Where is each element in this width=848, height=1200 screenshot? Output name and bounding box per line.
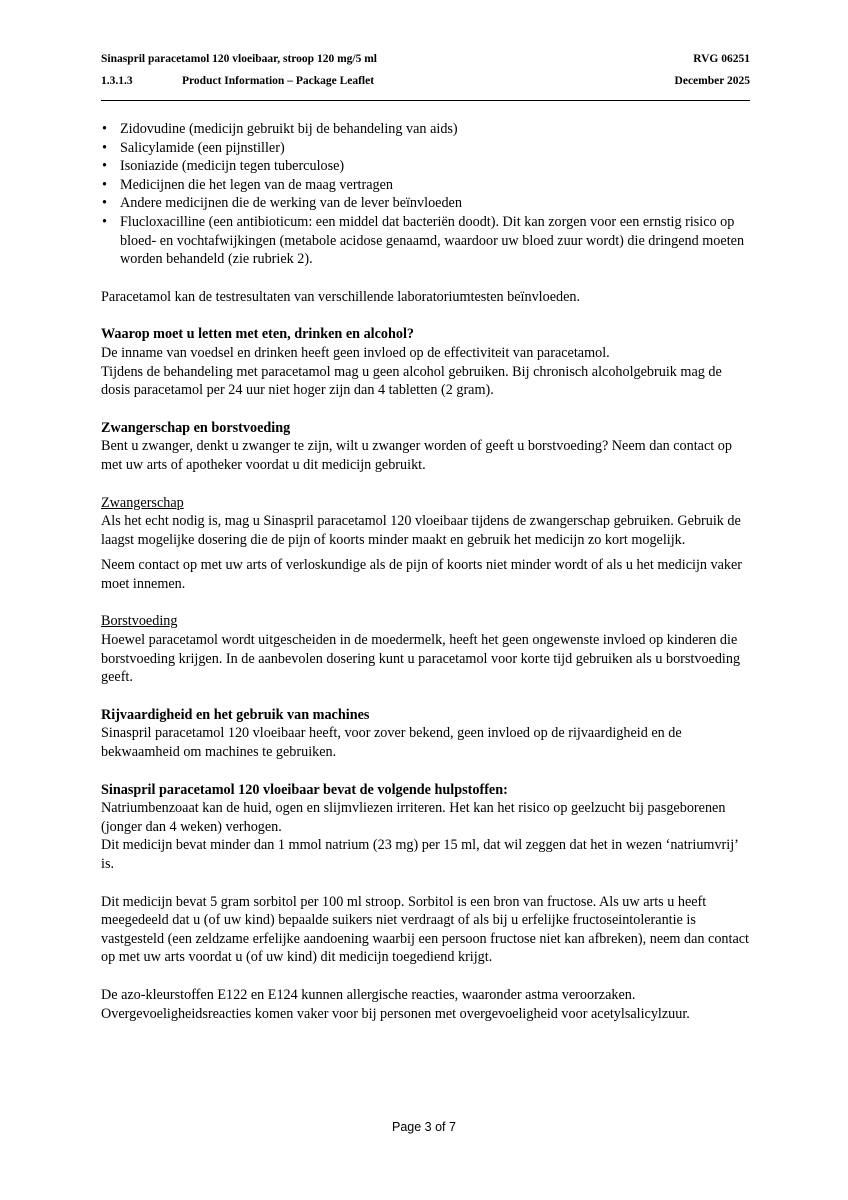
rvg-number: RVG 06251 <box>693 53 750 65</box>
list-item: • Andere medicijnen die de werking van de lever beïnvloeden <box>101 194 751 213</box>
header-divider <box>101 100 750 101</box>
list-item: • Isoniazide (medicijn tegen tuberculose) <box>101 157 751 176</box>
document-type: Product Information – Package Leaflet <box>182 75 375 87</box>
excipients-paragraph-1: Natriumbenzoaat kan de huid, ogen en slijmvliezen irriteren. Het kan het risico op geelzucht bij pasgeborenen (jonger dan 4 weken) verhogen. <box>101 800 726 835</box>
document-header <box>101 50 750 94</box>
leaflet-body <box>101 120 751 1023</box>
interaction-list <box>101 120 751 269</box>
sorbitol-paragraph: Dit medicijn bevat 5 gram sorbitol per 100 ml stroop. Sorbitol is een bron van fructose. Als uw arts u heeft meegedeeld dat u (of uw kind) bepaalde suikers niet verdraagt of als bij u erfelijke fructoseintolerantie is vastgesteld (een zeldzame erfelijke aandoening waarbij een persoon fructose niet kan afbreken), neem dan contact op met uw arts voordat u (of uw kind) dit medicijn toegediend krijgt. <box>101 893 749 966</box>
pregnancy-paragraph-1: Als het echt nodig is, mag u Sinaspril paracetamol 120 vloeibaar tijdens de zwangerschap gebruiken. Gebruik de laagst mogelijke dosering die de pijn of koorts minder maakt en gebruik het medicijn zo kort mogelijk. <box>101 513 741 548</box>
lab-tests-paragraph: Paracetamol kan de testresultaten van verschillende laboratoriumtesten beïnvloeden. <box>101 288 581 305</box>
pregnancy-subheading: Zwangerschap <box>101 494 184 511</box>
pregnancy-heading: Zwangerschap en borstvoeding <box>101 419 291 436</box>
pregnancy-paragraph-2: Neem contact op met uw arts of verloskundige als de pijn of koorts niet minder wordt of als u het medicijn vaker moet innemen. <box>101 557 743 592</box>
breastfeeding-subheading: Borstvoeding <box>101 613 178 630</box>
excipients-paragraph-2: Dit medicijn bevat minder dan 1 mmol natrium (23 mg) per 15 ml, dat wil zeggen dat het in wezen ‘natriumvrij’ is. <box>101 837 738 872</box>
food-paragraph-1: De inname van voedsel en drinken heeft geen invloed op de effectiviteit van paracetamol. <box>101 344 610 361</box>
excipients-heading: Sinaspril paracetamol 120 vloeibaar bevat de volgende hulpstoffen: <box>101 781 508 798</box>
page-number: Page 3 of 7 <box>392 1120 456 1134</box>
product-title: Sinaspril paracetamol 120 vloeibaar, stroop 120 mg/5 ml <box>101 53 377 65</box>
section-number: 1.3.1.3 <box>101 75 133 87</box>
list-item: • Salicylamide (een pijnstiller) <box>101 139 751 158</box>
list-item: • Medicijnen die het legen van de maag vertragen <box>101 176 751 195</box>
driving-paragraph: Sinaspril paracetamol 120 vloeibaar heeft, voor zover bekend, geen invloed op de rijvaardigheid en de bekwaamheid om machines te gebruiken. <box>101 725 682 761</box>
azo-paragraph: De azo-kleurstoffen E122 en E124 kunnen allergische reacties, waaronder astma veroorzaken. Overgevoeligheidsreacties komen vaker voor bij personen met overgevoeligheid voor acetylsalicylzuur. <box>101 986 690 1022</box>
breastfeeding-paragraph: Hoewel paracetamol wordt uitgescheiden in de moedermelk, heeft het geen ongewenste invloed op kinderen die borstvoeding krijgen. In de aanbevolen dosering kunt u paracetamol voor korte tijd gebruiken als u borstvoeding geeft. <box>101 632 741 686</box>
list-item: • Flucloxacilline (een antibioticum: een middel dat bacteriën doodt). Dit kan zorgen voor een ernstig risico op bloed- en vochtafwijkingen (metabole acidose genaamd, waardoor uw bloed zuur wordt) die dringend moeten worden behandeld (zie rubriek 2). <box>101 213 751 269</box>
food-paragraph-2: Tijdens de behandeling met paracetamol mag u geen alcohol gebruiken. Bij chronisch alcoholgebruik mag de dosis paracetamol per 24 uur niet hoger zijn dan 4 tabletten (2 gram). <box>101 363 722 399</box>
list-item: • Zidovudine (medicijn gebruikt bij de behandeling van aids) <box>101 120 751 139</box>
document-date: December 2025 <box>674 75 750 87</box>
pregnancy-intro: Bent u zwanger, denkt u zwanger te zijn, wilt u zwanger worden of geeft u borstvoeding? Neem dan contact op met uw arts of apotheker voordat u dit medicijn gebruikt. <box>101 438 732 473</box>
food-heading: Waarop moet u letten met eten, drinken en alcohol? <box>101 326 415 343</box>
driving-heading: Rijvaardigheid en het gebruik van machines <box>101 706 370 723</box>
